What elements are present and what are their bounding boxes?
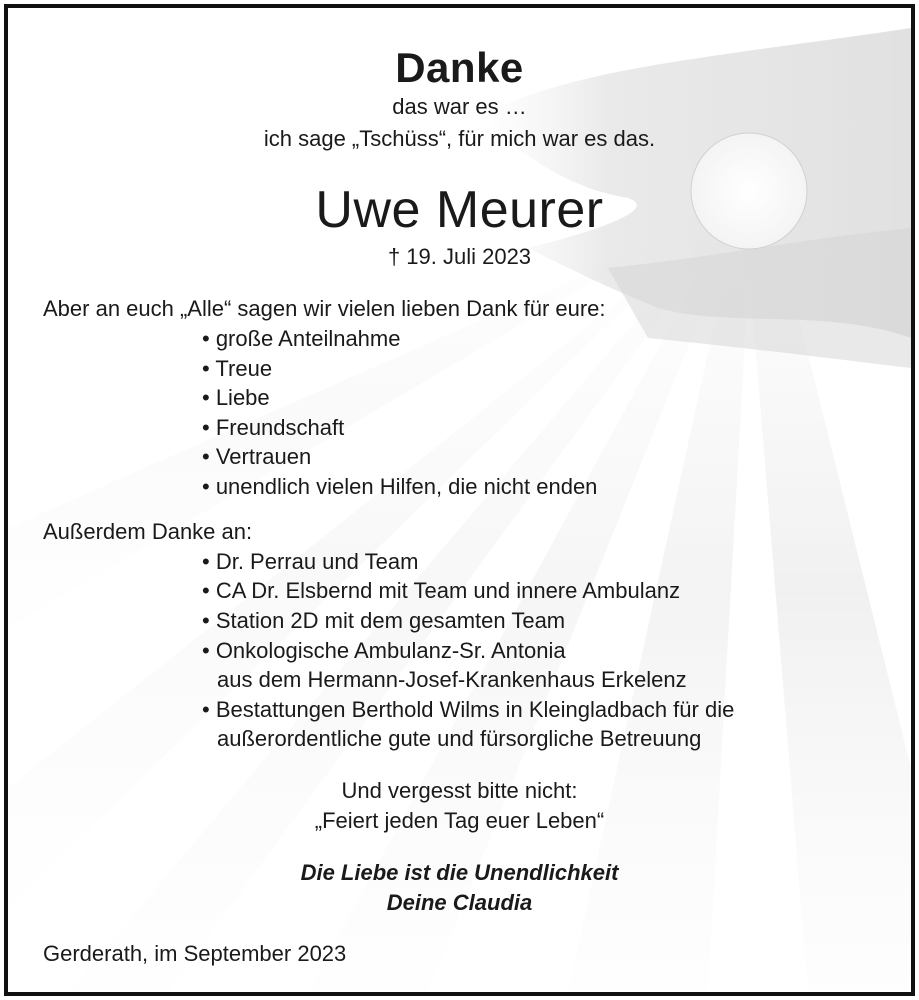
deceased-name: Uwe Meurer <box>315 181 604 239</box>
closing-line-1: Und vergesst bitte nicht: <box>341 778 578 803</box>
signature: Deine Claudia <box>386 890 533 915</box>
list-item: • Station 2D mit dem gesamten Team <box>202 608 566 633</box>
list-item: • Liebe <box>202 385 270 410</box>
subtitle-line-1: das war es … <box>392 94 527 119</box>
list-item: • Dr. Perrau und Team <box>202 549 419 574</box>
list-item: • Bestattungen Berthold Wilms in Kleingladbach für die <box>202 697 735 722</box>
list-item: • Treue <box>202 356 273 381</box>
list-item-continuation: aus dem Hermann-Josef-Krankenhaus Erkelenz <box>217 667 687 692</box>
list-item: • CA Dr. Elsbernd mit Team und innere Ambulanz <box>202 578 681 603</box>
list-item-continuation: außerordentliche gute und fürsorgliche Betreuung <box>217 726 702 751</box>
list-item: • Freundschaft <box>202 415 345 440</box>
closing-line-2: „Feiert jeden Tag euer Leben“ <box>314 808 605 833</box>
list-item: • unendlich vielen Hilfen, die nicht enden <box>202 474 598 499</box>
list-item: • große Anteilnahme <box>202 326 401 351</box>
place-date: Gerderath, im September 2023 <box>43 941 347 966</box>
page-title: Danke <box>395 44 524 91</box>
also-intro: Außerdem Danke an: <box>43 519 253 544</box>
list-item: • Vertrauen <box>202 444 312 469</box>
obituary-notice <box>4 4 915 996</box>
motto: Die Liebe ist die Unendlichkeit <box>300 860 619 885</box>
thanks-intro: Aber an euch „Alle“ sagen wir vielen lieben Dank für eure: <box>43 296 606 321</box>
sun-rays-background <box>8 8 911 992</box>
subtitle-line-2: ich sage „Tschüss“, für mich war es das. <box>263 126 656 151</box>
death-date: † 19. Juli 2023 <box>387 244 532 269</box>
list-item: • Onkologische Ambulanz-Sr. Antonia <box>202 638 566 663</box>
